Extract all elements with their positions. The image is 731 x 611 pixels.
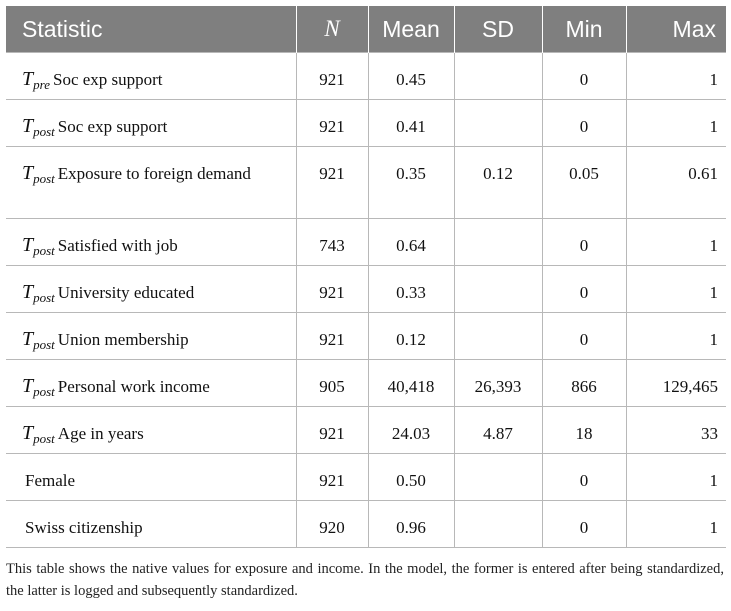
variable-prefix: T [22, 68, 34, 90]
min-cell: 0 [542, 313, 626, 360]
sd-cell [454, 266, 542, 313]
table-row [6, 313, 726, 360]
table-row [6, 360, 726, 407]
statistic-label: Personal work income [57, 377, 210, 396]
max-cell: 1 [626, 266, 726, 313]
mean-cell: 0.33 [368, 266, 454, 313]
variable-subscript: post [33, 124, 55, 139]
variable-prefix: T [22, 375, 34, 397]
table-footnote: This table shows the native values for exposure and income. In the model, the former is entered after being standardized, the latter is logged and subsequently standardized. [6, 561, 724, 599]
statistic-cell [6, 266, 296, 313]
max-cell: 1 [626, 100, 726, 147]
header-mean: Mean [368, 6, 454, 53]
max-cell: 1 [626, 501, 726, 548]
table-row [6, 147, 726, 219]
variable-prefix: T [22, 328, 34, 350]
min-cell: 866 [542, 360, 626, 407]
variable-subscript: post [33, 171, 55, 186]
sd-cell [454, 219, 542, 266]
max-cell: 33 [626, 407, 726, 454]
statistic-label: Soc exp support [52, 70, 163, 89]
variable-subscript: post [33, 337, 55, 352]
mean-cell: 24.03 [368, 407, 454, 454]
mean-cell: 0.35 [368, 147, 454, 219]
statistic-cell [6, 219, 296, 266]
n-cell: 743 [296, 219, 368, 266]
sd-cell [454, 100, 542, 147]
header-statistic: Statistic [6, 6, 296, 53]
header-n: N [296, 6, 368, 53]
min-cell: 0 [542, 219, 626, 266]
min-cell: 0 [542, 266, 626, 313]
max-cell: 1 [626, 53, 726, 100]
statistic-cell [6, 360, 296, 407]
table-row [6, 407, 726, 454]
statistic-cell [6, 100, 296, 147]
max-cell: 1 [626, 313, 726, 360]
min-cell: 18 [542, 407, 626, 454]
min-cell: 0 [542, 100, 626, 147]
table-row [6, 219, 726, 266]
sd-cell [454, 501, 542, 548]
n-cell: 921 [296, 53, 368, 100]
variable-subscript: post [33, 431, 55, 446]
table-row [6, 266, 726, 313]
statistic-label: University educated [57, 283, 195, 302]
statistic-cell [6, 454, 296, 501]
table-body [6, 53, 726, 548]
table-row [6, 53, 726, 100]
n-cell: 921 [296, 407, 368, 454]
statistic-cell [6, 313, 296, 360]
table-header [6, 6, 726, 53]
mean-cell: 0.41 [368, 100, 454, 147]
variable-prefix: T [22, 162, 34, 184]
header-min: Min [542, 6, 626, 53]
sd-cell: 4.87 [454, 407, 542, 454]
variable-prefix: T [22, 234, 34, 256]
mean-cell: 0.45 [368, 53, 454, 100]
statistic-cell [6, 501, 296, 548]
header-row [6, 6, 726, 53]
statistic-label: Female [25, 471, 76, 490]
statistic-label: Union membership [57, 330, 189, 349]
variable-prefix: T [22, 281, 34, 303]
n-cell: 921 [296, 147, 368, 219]
min-cell: 0 [542, 454, 626, 501]
table-row [6, 501, 726, 548]
max-cell: 129,465 [626, 360, 726, 407]
statistic-cell [6, 53, 296, 100]
max-cell: 0.61 [626, 147, 726, 219]
header-sd: SD [454, 6, 542, 53]
statistic-label: Exposure to foreign demand [57, 164, 251, 183]
summary-statistics-table-container [6, 6, 726, 548]
variable-subscript: pre [33, 77, 50, 92]
sd-cell: 26,393 [454, 360, 542, 407]
table-row [6, 454, 726, 501]
n-cell: 920 [296, 501, 368, 548]
statistic-label: Swiss citizenship [25, 518, 143, 537]
mean-cell: 40,418 [368, 360, 454, 407]
max-cell: 1 [626, 219, 726, 266]
min-cell: 0 [542, 501, 626, 548]
statistic-label: Satisfied with job [57, 236, 178, 255]
min-cell: 0 [542, 53, 626, 100]
sd-cell [454, 454, 542, 501]
statistic-label: Soc exp support [57, 117, 168, 136]
sd-cell: 0.12 [454, 147, 542, 219]
mean-cell: 0.96 [368, 501, 454, 548]
variable-prefix: T [22, 422, 34, 444]
summary-statistics-table [6, 6, 726, 548]
sd-cell [454, 53, 542, 100]
n-cell: 905 [296, 360, 368, 407]
statistic-cell [6, 407, 296, 454]
mean-cell: 0.12 [368, 313, 454, 360]
variable-subscript: post [33, 243, 55, 258]
max-cell: 1 [626, 454, 726, 501]
n-cell: 921 [296, 266, 368, 313]
n-cell: 921 [296, 313, 368, 360]
statistic-label: Age in years [57, 424, 144, 443]
variable-subscript: post [33, 384, 55, 399]
min-cell: 0.05 [542, 147, 626, 219]
statistic-cell [6, 147, 296, 219]
table-row [6, 100, 726, 147]
n-cell: 921 [296, 454, 368, 501]
variable-prefix: T [22, 115, 34, 137]
mean-cell: 0.64 [368, 219, 454, 266]
mean-cell: 0.50 [368, 454, 454, 501]
sd-cell [454, 313, 542, 360]
header-max: Max [626, 6, 726, 53]
variable-subscript: post [33, 290, 55, 305]
n-cell: 921 [296, 100, 368, 147]
